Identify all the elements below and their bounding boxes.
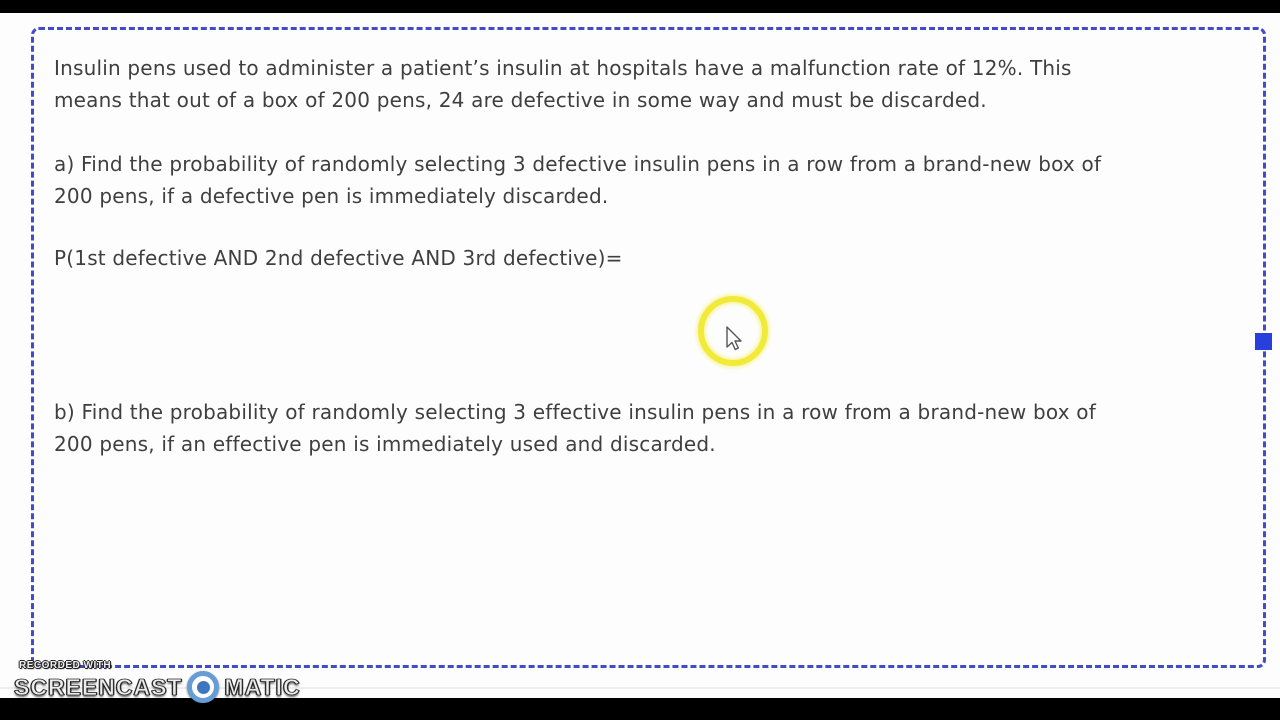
text-line: 200 pens, if a defective pen is immediately discarded.: [54, 184, 609, 208]
brand-screencast-label: SCREENCAST: [14, 673, 183, 700]
paragraph-probability-formula: [54, 242, 1244, 274]
text-line: 200 pens, if an effective pen is immediately used and discarded.: [54, 432, 716, 456]
arrow-cursor-icon: [726, 326, 746, 354]
paragraph-part-a: [54, 148, 1244, 212]
logo-center-dot: [197, 681, 210, 694]
paragraph-intro: [54, 52, 1244, 116]
textbox-resize-handle[interactable]: [1255, 333, 1272, 350]
text-line: a) Find the probability of randomly selecting 3 defective insulin pens in a row from a brand-new box of: [54, 152, 1102, 176]
letterbox-top-bar: [0, 0, 1280, 13]
recorded-with-label: RECORDED WITH: [19, 660, 112, 671]
text-line: Insulin pens used to administer a patient’s insulin at hospitals have a malfunction rate of 12%. This: [54, 56, 1072, 80]
text-line: b) Find the probability of randomly selecting 3 effective insulin pens in a row from a brand-new box of: [54, 400, 1096, 424]
text-line: means that out of a box of 200 pens, 24 are defective in some way and must be discarded.: [54, 88, 987, 112]
textbox-content: [54, 52, 1244, 460]
brand-row: [14, 671, 301, 703]
screencast-o-matic-watermark: [14, 660, 301, 703]
text-line: P(1st defective AND 2nd defective AND 3rd defective)=: [54, 246, 623, 270]
brand-matic-label: MATIC: [224, 673, 301, 700]
screencast-o-matic-logo-icon: [187, 671, 219, 703]
paragraph-part-b: [54, 396, 1244, 460]
